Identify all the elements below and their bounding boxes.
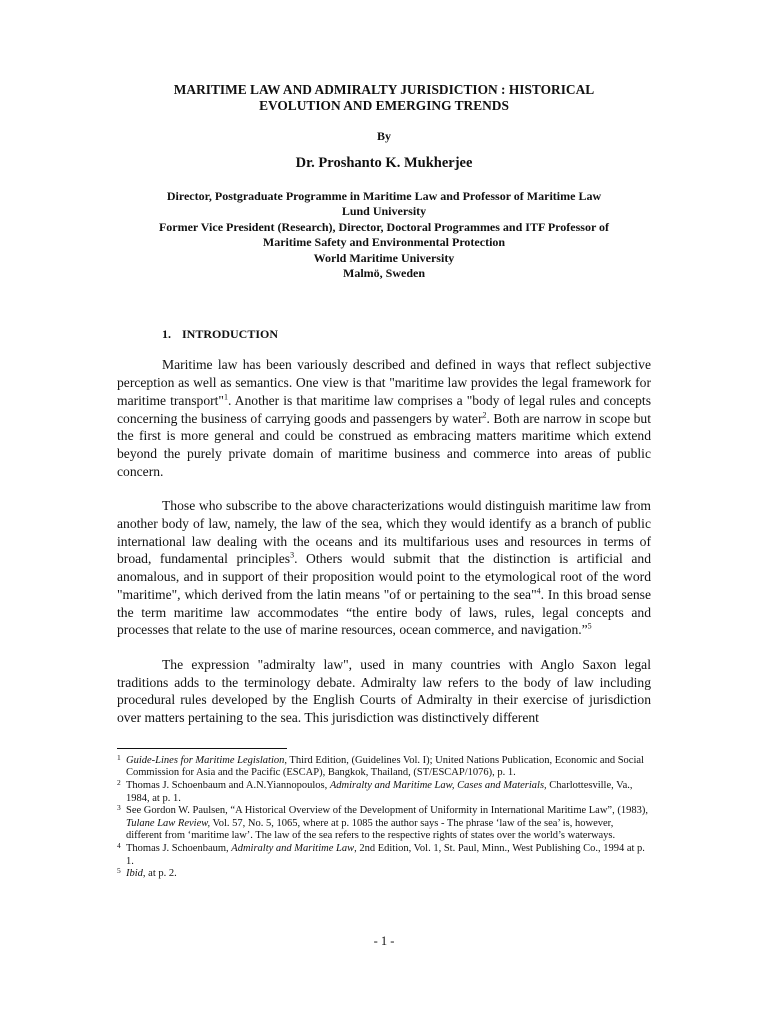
affiliation-line: Malmö, Sweden: [343, 266, 425, 281]
footnote-title: Admiralty and Maritime Law: [231, 842, 355, 854]
footnote-3: [117, 805, 651, 843]
title-line-2: EVOLUTION AND EMERGING TRENDS: [259, 98, 509, 113]
paragraph-text: . Another is that maritime law comprises a "body of legal rules and concepts concerning the business of carrying goods and passengers by water: [117, 392, 652, 426]
footnote-number: 5: [117, 866, 121, 876]
section-heading: [162, 327, 651, 342]
footnote-ref[interactable]: 5: [587, 621, 592, 631]
section-title: INTRODUCTION: [182, 327, 279, 342]
footnote-text: , at p. 2.: [142, 868, 177, 880]
paragraph-text: . In this broad sense the term maritime law accommodates “the entire body of laws, rules, legal concepts and processes that relate to the use of marine resources, ocean commerce, and navigation.”: [117, 586, 651, 638]
footnotes: [117, 752, 651, 881]
paragraph-2: [117, 497, 651, 639]
footnote-ref[interactable]: 3: [290, 550, 295, 560]
section-number: 1.: [162, 327, 171, 342]
footnote-title: Tulane Law Review,: [126, 817, 211, 829]
affiliation-line: Lund University: [341, 204, 427, 219]
by-line: By: [376, 129, 391, 143]
footnote-ref[interactable]: 1: [223, 392, 228, 402]
affiliation-line: World Maritime University: [313, 250, 455, 265]
paragraph-text: Maritime law has been variously described and defined in ways that reflect subjective perception as well as semantics. One view is that "maritime law provides the legal framework for maritime transport": [117, 357, 651, 408]
footnote-text: Thomas J. Schoenbaum and A.N.Yiannopoulos,: [126, 779, 330, 791]
footnote-text: Vol. 57, No. 5, 1065, where at p. 1085 the author says - The phrase ‘law of the sea’ is, however, different from ‘maritime law’. The law of the sea refers to the respective rights of states over the world’s waterways.: [126, 817, 616, 842]
footnote-4: [117, 840, 651, 868]
footnote-1: [117, 752, 651, 780]
footnote-title: Guide-Lines for Maritime Legislation: [126, 754, 285, 766]
paragraph-1: [117, 356, 651, 480]
footnote-text: See Gordon W. Paulsen, “A Historical Overview of the Development of Uniformity in International Maritime Law”, (1983),: [126, 805, 648, 817]
footnote-text: Thomas J. Schoenbaum,: [126, 842, 232, 854]
footnote-number: 1: [117, 752, 121, 762]
author-affiliation: [117, 189, 651, 281]
footnote-ref[interactable]: 2: [482, 410, 487, 420]
footnote-2: [117, 777, 651, 805]
paragraph-text: . Both are narrow in scope but the first is more general and could be construed as embracing matters maritime which extend beyond the purely private domain of maritime business and commerce into areas of public concern.: [117, 410, 651, 479]
title-line-1: MARITIME LAW AND ADMIRALTY JURISDICTION : HISTORICAL: [173, 82, 595, 97]
footnote-text: , Third Edition, (Guidelines Vol. I); United Nations Publication, Economic and Social Commission for Asia and the Pacific (ESCAP), Bangkok, Thailand, (ST/ESCAP/1076), p. 1.: [126, 754, 644, 779]
footnote-ref[interactable]: 4: [536, 586, 541, 596]
footnote-separator: [117, 748, 287, 749]
footnote-5: [117, 868, 651, 881]
footnote-number: 3: [117, 803, 121, 813]
paragraph-text: . Others would submit that the distinction is artificial and anomalous, and in support of their proposition would point to the etymological root of the word "maritime", which derived from the latin means "of or pertaining to the sea": [117, 551, 652, 602]
author-name: Dr. Proshanto K. Mukherjee: [295, 155, 473, 171]
affiliation-line: Director, Postgraduate Programme in Maritime Law and Professor of Maritime Law: [166, 189, 602, 203]
page-number: - 1 -: [373, 934, 395, 948]
footnote-text: , 2nd Edition, Vol. 1, St. Paul, Minn., West Publishing Co., 1994 at p. 1.: [126, 842, 645, 867]
affiliation-line: Former Vice President (Research), Director, Doctoral Programmes and ITF Professor of: [158, 219, 610, 234]
footnote-title: Ibid: [126, 868, 143, 880]
footnote-number: 2: [117, 777, 121, 787]
footnote-text: Charlottesville, Va., 1984, at p. 1.: [126, 779, 633, 804]
affiliation-line: Maritime Safety and Environmental Protection: [262, 235, 506, 250]
footnote-title: Admiralty and Maritime Law, Cases and Materials,: [329, 779, 547, 791]
paragraph-text: Those who subscribe to the above characterizations would distinguish maritime law from another body of law, namely, the law of the sea, which they would identify as a branch of public international law dealing with the oceans and its multifarious uses and resources in terms of broad, fundamental principles: [117, 498, 651, 567]
document-title: [117, 82, 651, 114]
footnote-number: 4: [117, 840, 121, 850]
paragraph-3: The expression "admiralty law", used in many countries with Anglo Saxon legal traditions adds to the terminology debate. Admiralty law refers to the body of law including procedural rules developed by the English Courts of Admiralty in their exercise of jurisdiction over matters pertaining to the sea. This jurisdiction was distinctively different: [117, 656, 651, 726]
